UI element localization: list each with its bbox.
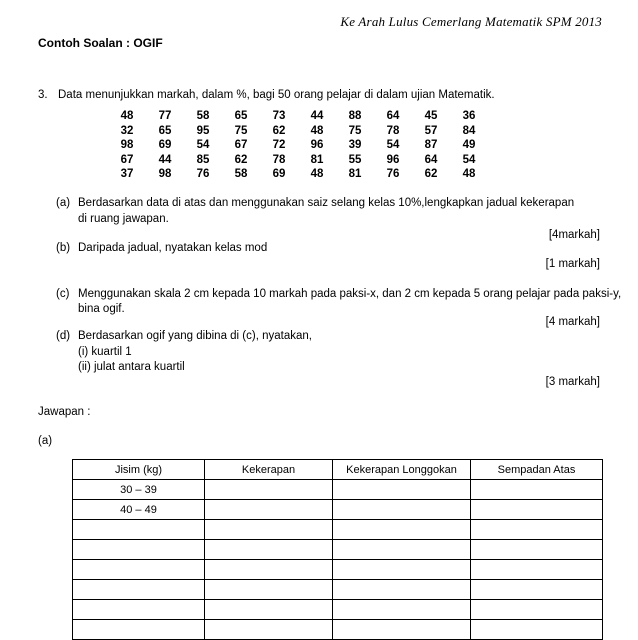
data-value: 64 <box>386 110 400 122</box>
part-a-label: (a) <box>56 197 71 209</box>
frequency-table <box>72 459 603 640</box>
part-d-sub-i: (i) kuartil 1 <box>78 346 132 358</box>
table-cell <box>333 560 471 580</box>
data-row <box>108 139 488 154</box>
data-value: 37 <box>120 168 134 180</box>
part-d-sub-ii: (ii) julat antara kuartil <box>78 361 185 373</box>
table-row <box>73 500 603 520</box>
data-value: 48 <box>310 168 324 180</box>
data-value: 55 <box>348 153 362 166</box>
data-value: 48 <box>462 168 476 180</box>
table-cell <box>333 480 471 500</box>
question-number: 3. <box>38 89 48 101</box>
part-a-marks: [4markah] <box>548 229 600 241</box>
table-cell <box>333 540 471 560</box>
answer-part-a-label: (a) <box>38 435 53 447</box>
data-value: 57 <box>424 124 438 137</box>
question-text: Data menunjukkan markah, dalam %, bagi 50 orang pelajar di dalam ujian Matematik. <box>58 89 495 101</box>
part-a-text-line2: di ruang jawapan. <box>78 213 169 225</box>
data-value: 48 <box>120 110 134 122</box>
part-a-text-line1: Berdasarkan data di atas dan menggunakan saiz selang kelas 10%,lengkapkan jadual kekerapan <box>78 197 575 209</box>
data-value: 75 <box>234 124 248 137</box>
section-title: Contoh Soalan : OGIF <box>38 36 163 50</box>
data-value: 77 <box>158 110 172 122</box>
data-value: 98 <box>158 168 172 180</box>
frequency-table-header-row <box>73 460 603 480</box>
table-cell <box>471 480 603 500</box>
table-cell <box>205 520 333 540</box>
data-value: 96 <box>386 153 400 166</box>
data-value: 81 <box>310 153 324 166</box>
data-value: 96 <box>310 139 324 151</box>
table-cell <box>471 500 603 520</box>
data-value: 87 <box>424 139 438 151</box>
data-value: 69 <box>158 139 172 151</box>
data-value: 36 <box>462 110 476 122</box>
table-cell <box>73 600 205 620</box>
data-row <box>108 154 488 169</box>
data-value: 44 <box>310 110 324 122</box>
data-value: 72 <box>272 139 286 151</box>
data-value: 81 <box>348 168 362 180</box>
part-c-text-line2: bina ogif. <box>78 303 125 315</box>
table-cell <box>73 560 205 580</box>
header-jisim: Jisim (kg) <box>73 460 205 480</box>
data-value: 62 <box>272 124 286 137</box>
table-cell <box>471 580 603 600</box>
table-cell <box>73 540 205 560</box>
marks-data-grid <box>108 110 488 183</box>
data-row <box>108 110 488 125</box>
data-value: 67 <box>120 153 134 166</box>
data-value: 65 <box>234 110 248 122</box>
data-row <box>108 168 488 183</box>
data-value: 39 <box>348 139 362 151</box>
table-cell <box>333 600 471 620</box>
answer-label: Jawapan : <box>38 406 91 418</box>
data-value: 48 <box>310 124 324 137</box>
table-row <box>73 580 603 600</box>
table-cell <box>205 600 333 620</box>
header-kekerapan-longgokan: Kekerapan Longgokan <box>333 460 471 480</box>
header-title: Ke Arah Lulus Cemerlang Matematik SPM 2013 <box>340 14 602 29</box>
data-value: 95 <box>196 124 210 137</box>
data-value: 32 <box>120 124 134 137</box>
table-cell <box>471 560 603 580</box>
data-value: 75 <box>348 124 362 137</box>
table-row <box>73 540 603 560</box>
table-row <box>73 480 603 500</box>
part-d-label: (d) <box>56 330 71 342</box>
table-row <box>73 560 603 580</box>
part-c-text-line1: Menggunakan skala 2 cm kepada 10 markah pada paksi-x, dan 2 cm kepada 5 orang pelajar pada paksi-y, <box>78 288 622 300</box>
data-value: 58 <box>196 110 210 122</box>
part-b-marks: [1 markah] <box>545 258 600 270</box>
data-value: 98 <box>120 139 134 151</box>
table-cell <box>73 580 205 600</box>
data-value: 88 <box>348 110 362 122</box>
part-b-text: Daripada jadual, nyatakan kelas mod <box>78 242 268 254</box>
data-value: 54 <box>386 139 400 151</box>
data-value: 78 <box>272 153 286 166</box>
data-value: 76 <box>386 168 400 180</box>
data-value: 64 <box>424 153 438 166</box>
data-value: 44 <box>158 153 172 166</box>
table-cell: 40 – 49 <box>73 500 205 520</box>
table-cell <box>471 520 603 540</box>
part-d-text: Berdasarkan ogif yang dibina di (c), nyatakan, <box>78 330 312 342</box>
table-cell <box>471 600 603 620</box>
table-cell <box>333 580 471 600</box>
data-value: 62 <box>424 168 438 180</box>
data-row <box>108 125 488 140</box>
data-value: 67 <box>234 139 248 151</box>
table-cell <box>205 480 333 500</box>
table-cell <box>205 500 333 520</box>
data-value: 58 <box>234 168 248 180</box>
table-cell <box>333 520 471 540</box>
data-value: 54 <box>462 153 476 166</box>
header-kekerapan: Kekerapan <box>205 460 333 480</box>
data-value: 76 <box>196 168 210 180</box>
data-value: 84 <box>462 124 476 137</box>
data-value: 65 <box>158 124 172 137</box>
data-value: 45 <box>424 110 438 122</box>
table-cell <box>471 540 603 560</box>
data-value: 54 <box>196 139 210 151</box>
part-b-label: (b) <box>56 242 71 254</box>
part-d-marks: [3 markah] <box>545 376 600 388</box>
data-value: 85 <box>196 153 210 166</box>
data-value: 62 <box>234 153 248 166</box>
part-c-marks: [4 markah] <box>545 316 600 328</box>
header-sempadan-atas: Sempadan Atas <box>471 460 603 480</box>
table-cell: 30 – 39 <box>73 480 205 500</box>
table-cell <box>205 540 333 560</box>
table-row <box>73 520 603 540</box>
data-value: 69 <box>272 168 286 180</box>
data-value: 78 <box>386 124 400 137</box>
table-cell <box>333 500 471 520</box>
table-cell <box>73 520 205 540</box>
data-value: 73 <box>272 110 286 122</box>
data-value: 49 <box>462 139 476 151</box>
part-c-label: (c) <box>56 288 70 300</box>
table-cell <box>205 560 333 580</box>
table-cell <box>205 580 333 600</box>
table-row <box>73 600 603 620</box>
